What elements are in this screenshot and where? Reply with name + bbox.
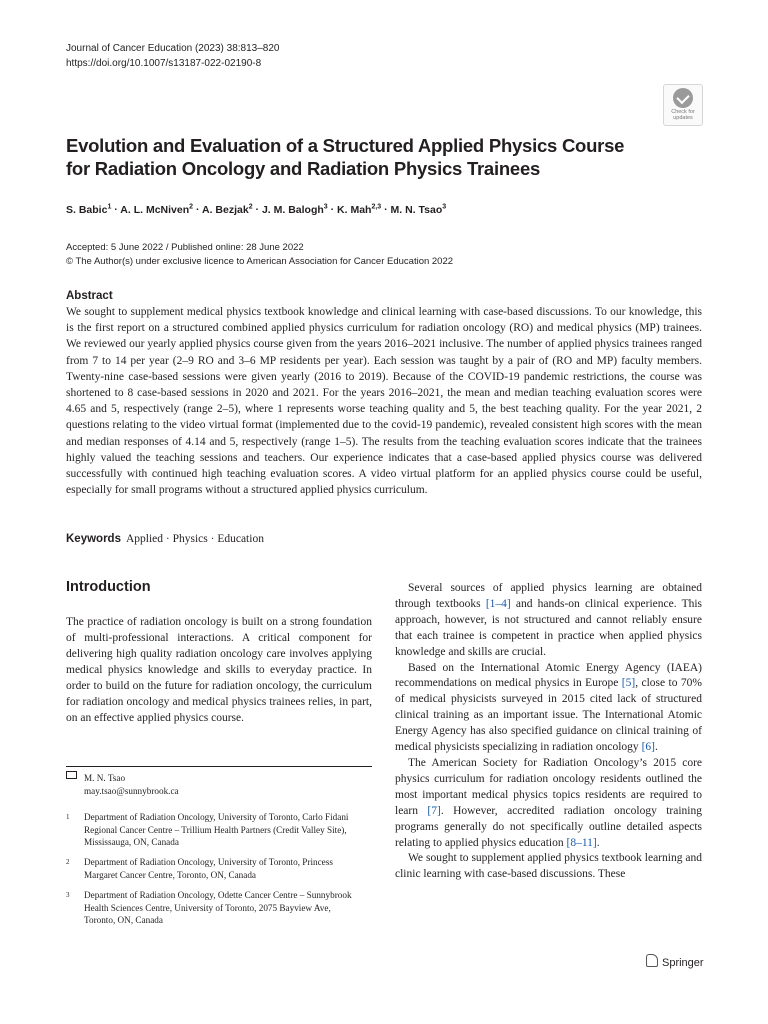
journal-header	[66, 41, 279, 71]
introduction-heading: Introduction	[66, 579, 151, 595]
introduction-column-right	[395, 581, 702, 883]
envelope-icon	[66, 772, 77, 785]
corresponding-author: M. N. Tsao	[84, 773, 126, 783]
title-line1: Evolution and Evaluation of a Structured Applied Physics Course	[66, 135, 625, 156]
affiliation-text: Department of Radiation Oncology, Odette Cancer Centre – Sunnybrook Health Sciences Centre, University of Toronto, 2075 Bayview Ave, Toronto, ON, Canada	[84, 890, 352, 925]
author-separator: ·	[111, 203, 121, 216]
paragraph: We sought to supplement applied physics textbook learning and clinic learning with case-based discussions. These	[395, 852, 702, 881]
check-for-updates-badge[interactable]	[663, 84, 703, 126]
title-line2: for Radiation Oncology and Radiation Physics Trainees	[66, 158, 541, 179]
author-separator: ·	[193, 203, 203, 216]
author[interactable]: S. Babic$^1$	[66, 203, 112, 216]
correspondence	[66, 772, 354, 797]
author-separator: ·	[327, 203, 338, 216]
article-meta	[66, 241, 453, 269]
affiliation-number: 3	[66, 891, 70, 899]
checkmark-icon	[673, 88, 693, 108]
affiliation-text: Department of Radiation Oncology, University of Toronto, Princess Margaret Cancer Centre, Toronto, ON, Canada	[84, 857, 333, 880]
copyright-notice: © The Author(s) under exclusive licence to American Association for Cancer Education 2022	[66, 256, 454, 267]
affiliation	[66, 856, 354, 881]
badge-line1: Check for	[671, 109, 695, 115]
citation-link[interactable]: [6]	[641, 741, 655, 754]
keywords	[66, 533, 264, 545]
intro-paragraph: The practice of radiation oncology is built on a strong foundation of multi-professional interactions. A critical component for delivering high quality radiation oncology care involves applying medical physics knowledge and skills to everyday practice. In order to build on the future for radiation oncology, the curriculum for radiation oncology and medical physics trainees relies, in part, on an effective applied physics course.	[66, 616, 372, 724]
author-list	[66, 203, 446, 216]
author[interactable]: M. N. Tsao$^3$	[390, 203, 447, 216]
citation-link[interactable]: [7]	[427, 804, 441, 817]
citation-link[interactable]: [1–4]	[485, 597, 511, 610]
author-separator: ·	[252, 203, 262, 216]
doi-link[interactable]: https://doi.org/10.1007/s13187-022-02190-8	[66, 58, 262, 69]
abstract-heading: Abstract	[66, 290, 113, 302]
affiliation	[66, 889, 354, 927]
paragraph: The American Society for Radiation Oncology’s 2015 core physics curriculum for radiation oncology residents outlined the most important medical physics topics residents are required to learn [7]. However, accredited radiation oncology training programs generally do not specifically outline detailed aspects relating to applied physics education [8–11].	[395, 756, 703, 849]
citation-link[interactable]: [5]	[621, 677, 636, 690]
publisher-logo	[646, 954, 704, 969]
affiliation-number: 1	[66, 813, 70, 821]
affiliation-number: 2	[66, 858, 70, 866]
citation-link[interactable]: [8–11]	[566, 836, 597, 849]
footnote-divider	[66, 766, 372, 767]
affiliation	[66, 811, 354, 849]
author[interactable]: K. Mah$^{2,3}$	[337, 203, 382, 216]
author[interactable]: J. M. Balogh$^3$	[261, 203, 328, 216]
paragraph: Based on the International Atomic Energy Agency (IAEA) recommendations on medical physics in Europe [5], close to 70% of medical physicists surveyed in 2015 cited lack of structured clinical training as an important issue. The International Atomic Energy Agency has also specified guidance on clinical training of medical physicists specializing in radiation oncology [6].	[395, 661, 702, 754]
keywords-list: Applied · Physics · Education	[125, 533, 264, 545]
author-separator: ·	[381, 203, 391, 216]
affiliation-text: Department of Radiation Oncology, University of Toronto, Carlo Fidani Regional Cancer Centre – Trillium Health Partners (Credit Valley Site), Mississauga, ON, Canada	[84, 812, 349, 847]
accepted-dates: Accepted: 5 June 2022 / Published online: 28 June 2022	[66, 242, 304, 253]
badge-line2: updates	[673, 115, 693, 121]
email-link[interactable]: may.tsao@sunnybrook.ca	[84, 785, 179, 796]
abstract-text: We sought to supplement medical physics textbook knowledge and clinical learning with case-based discussions. To our knowledge, this is the first report on a structured combined applied physics curriculum for radiation oncology (RO) and medical physics (MP) trainees. We reviewed our yearly applied physics course given from the years 2016–2021 inclusive. The number of applied physics trainees ranged from 7 to 14 per year (2–9 RO and 3–6 MP residents per year). Each session was taught by a pair of (RO and MP) faculty members. Twenty-nine case-based sessions were given yearly (2016 to 2019). Because of the COVID-19 pandemic restrictions, the course was shortened to 8 case-based sessions in 2020 and 2021. For the years 2016–2021, the mean and median teaching evaluation scores were 4.65 and 5, respectively (range 2–5), where 1 represents worse teaching quality and 5, the best teaching quality. For the year 2021, 2 questions relating to the video virtual format (implemented due to the covid-19 pandemic), revealed consistent high scores with the mean and median responses of 4.14 and 5, respectively (range 1–5). The results from the teaching evaluation scores indicate that the trainees highly valued the teaching sessions and teachers. Our experience indicates that a case-based applied physics course was delivered successfully with continued high teaching evaluation scores. A video virtual platform for an applied physics course could be useful, especially for small programs without a structured applied physics curriculum.	[66, 306, 702, 497]
author[interactable]: A. Bezjak$^2$	[202, 203, 253, 216]
introduction-column-left	[66, 614, 372, 726]
keywords-label: Keywords	[66, 533, 121, 545]
springer-horse-icon	[646, 954, 658, 967]
publisher-name: Springer	[662, 957, 704, 969]
journal-citation: Journal of Cancer Education (2023) 38:813–820	[66, 43, 280, 54]
paragraph: Several sources of applied physics learning are obtained through textbooks [1–4] and hands-on clinical experience. This approach, however, is not structured and cannot reliably ensure that each trainee is competent in practice when applied physics knowledge and skills are crucial.	[395, 582, 703, 658]
article-title	[66, 134, 626, 180]
author[interactable]: A. L. McNiven$^2$	[120, 203, 194, 216]
